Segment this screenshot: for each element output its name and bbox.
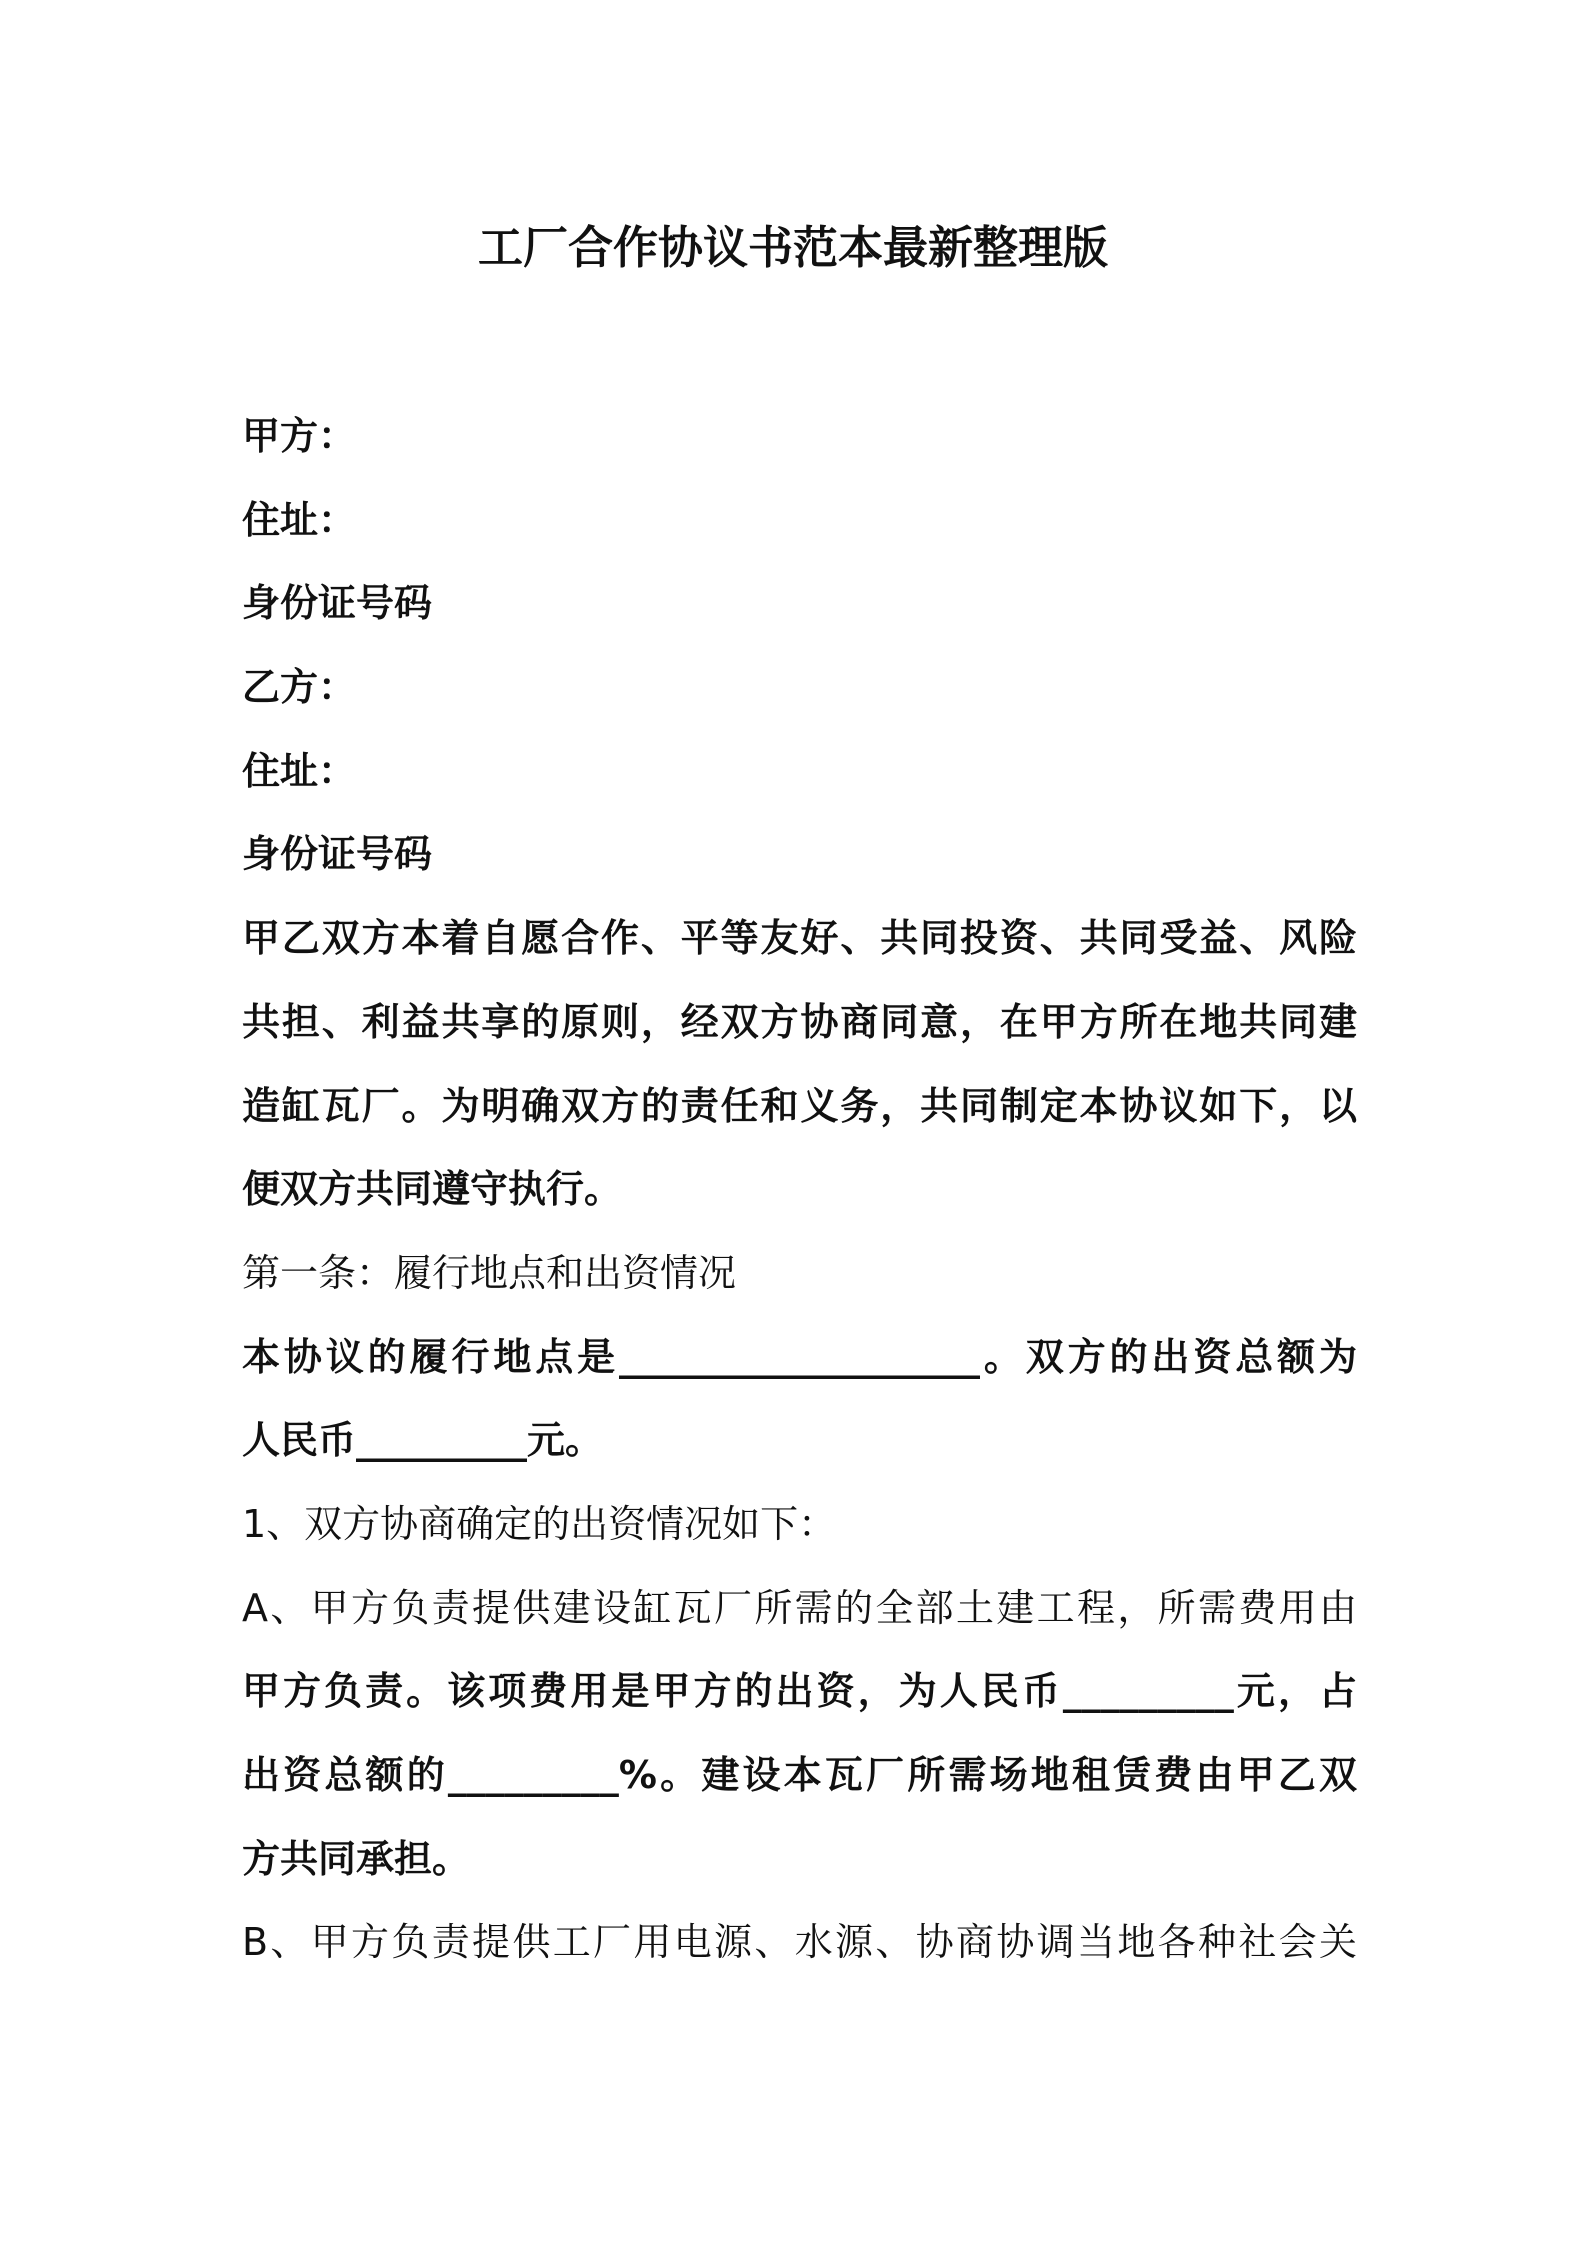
party-b-id-label: 身份证号码 bbox=[242, 832, 433, 877]
document-title: 工厂合作协议书范本最新整理版 bbox=[477, 221, 1108, 274]
preamble-line: 共担、利益共享的原则，经双方协商同意，在甲方所在地共同建 bbox=[242, 999, 1357, 1044]
clause-a-line: A、甲方负责提供建设缸瓦厂所需的全部土建工程，所需费用由 bbox=[242, 1585, 1357, 1630]
clause-a-line: 甲方负责。该项费用是甲方的出资，为人民币_________元，占 bbox=[242, 1669, 1357, 1714]
clause-a-line: 出资总额的_________%。建设本瓦厂所需场地租赁费由甲乙双 bbox=[242, 1753, 1357, 1797]
clause-b-line: B、甲方负责提供工厂用电源、水源、协商协调当地各种社会关 bbox=[242, 1920, 1357, 1965]
party-a-address-label: 住址： bbox=[242, 497, 357, 542]
clause-1-heading: 1、双方协商确定的出资情况如下： bbox=[242, 1501, 837, 1546]
party-b-label: 乙方： bbox=[242, 665, 357, 710]
preamble-line: 造缸瓦厂。为明确双方的责任和义务，共同制定本协议如下，以 bbox=[242, 1083, 1357, 1128]
document-body bbox=[242, 395, 1357, 1985]
article-1-line: 本协议的履行地点是___________________。双方的出资总额为 bbox=[242, 1334, 1357, 1379]
preamble-line: 甲乙双方本着自愿合作、平等友好、共同投资、共同受益、风险 bbox=[242, 916, 1357, 961]
article-1-line: 人民币_________元。 bbox=[242, 1418, 604, 1463]
party-b-address-label: 住址： bbox=[242, 748, 357, 793]
preamble-line: 便双方共同遵守执行。 bbox=[242, 1167, 623, 1212]
article-1-heading: 第一条：履行地点和出资情况 bbox=[242, 1250, 737, 1295]
party-a-id-label: 身份证号码 bbox=[242, 581, 433, 626]
clause-a-line: 方共同承担。 bbox=[242, 1836, 471, 1881]
party-a-label: 甲方： bbox=[242, 414, 357, 458]
